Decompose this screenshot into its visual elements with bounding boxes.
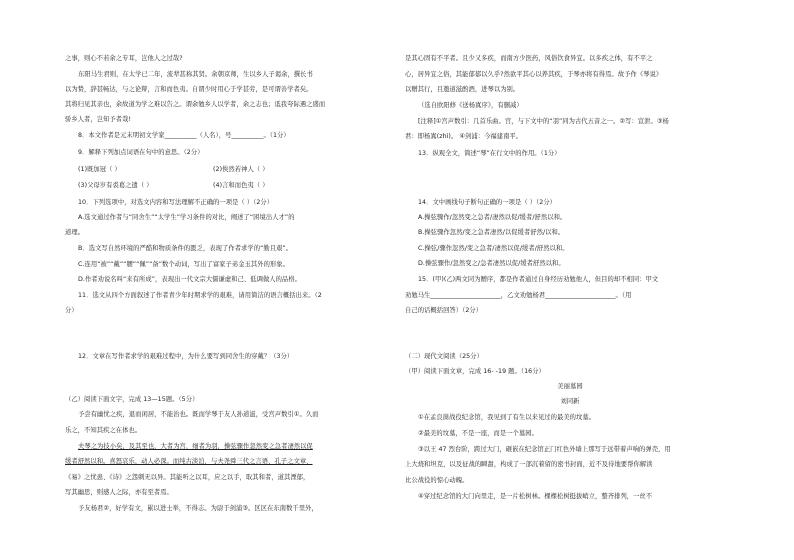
question-8: 8．本文作者是元末明初文学家__________（人名），号__________。（1分） bbox=[78, 132, 290, 139]
question-10-option-c: C.连用“被”“戴”“腰”“佩”“备”数个动词，写出了富家子弟金玉其外的形象。 bbox=[78, 261, 289, 268]
passage-line: 之事，则心不若余之专耳，岂他人之过哉? bbox=[65, 55, 183, 62]
passage-line: 心，居异宜之俗，其能郁郁以久乎?然欲平其心以养其疾，于琴亦将有得焉。故予作《琴说》 bbox=[405, 71, 663, 78]
question-10: 10．下列选项中，对选文内容和写法理解不正确的一项是（ ）（2分） bbox=[78, 199, 274, 206]
passage-line: 其将归见其亲也，余故道为学之难以告之。谓余勉乡人以学者，余之志也；诋我夸际遇之盛而 bbox=[65, 101, 326, 108]
question-9-item-1: (1)既加冠（ ） bbox=[78, 166, 121, 173]
section-yi-heading: （乙）阅读下面文字，完成 13—15题。（5分） bbox=[65, 396, 199, 403]
article-author: 刘同新 bbox=[560, 398, 580, 405]
passage-line: 予尝有幽忧之疾，退而闲居，不能治也。既而学琴于友人孙道滋，受宫声数引①。久而 bbox=[78, 411, 319, 418]
passage-line: 《易》之忧患、《诗》之怨刺无以异。其能听之以耳，应之以手，取其和者，道其湮郁， bbox=[65, 474, 310, 481]
article-paragraph: ④穿过纪念馆的大门向里走，是一片松树林。棵棵松树挺拔峭立，整齐排列，一丝不 bbox=[418, 493, 653, 500]
question-12: 12．文章在写作者求学的艰难过程中，为什么要写到同舍生的穿戴？（3分） bbox=[78, 353, 294, 360]
passage-line: 以赠其行，且邀道滋酌酒，进琴以为别。 bbox=[405, 86, 520, 93]
article-title: 美丽墓园 bbox=[557, 383, 583, 390]
question-10-option-d: D.作者劝说名叫“来有所成”，表现出一代文宗大儒谦虚和己、低调做人的品格。 bbox=[78, 276, 302, 283]
question-11-cont: 分） bbox=[65, 307, 78, 314]
passage-line: 予友杨君②，好学有文，累以进士举，不得志。为尉于剑浦③。区区在东南数千里外， bbox=[78, 505, 318, 512]
question-11: 11．选文从四个方面叙述了作者青少年时期求学的艰难，请用简洁的语言概括出来。（2 bbox=[78, 292, 322, 299]
question-15: 15．(甲)(乙)两文同为赠序，都是作者通过自身经历劝勉他人，但目的却不相同：甲文 bbox=[418, 276, 659, 283]
passage-line: 夫琴之为技小矣，及其至也，大者为宫，细者为羽，操弦骤作忽然变之急者凄然以促 bbox=[78, 443, 313, 450]
question-14-option-c: C.操弦/骤作忽然/变之急者/凄然以促/缓者/舒然以和。 bbox=[418, 245, 569, 252]
passage-line: 以为贽，辞甚畅达，与之论辩，言和而色夷。自谓少时用心于学甚劳，是可谓善学者矣。 bbox=[65, 86, 313, 93]
question-15-cont: 自己的话概括回答）（2分） bbox=[405, 307, 483, 314]
passage-line: 写其幽思，则感人之际，亦有至者焉。 bbox=[65, 489, 173, 496]
passage-source: （选自欧阳修《送杨寘序》，有删减） bbox=[418, 102, 523, 109]
annotation-line: [注释]①宫声数引：几首乐曲。宫，与下文中的“羽”同为古代五音之一。②写：宣泄。③杨 bbox=[418, 118, 669, 125]
passage-line: 乐之，不知其疾之在体也。 bbox=[65, 427, 142, 434]
question-9-item-3: (3)父母岁有裘葛之遗（ ） bbox=[78, 182, 153, 189]
article-paragraph: 比公战役的惊心动魄。 bbox=[405, 477, 469, 484]
article-paragraph: ③以王 47 烈台阶，跨过大门，砸嵌在纪念馆正门红色外墙上那写于远带着声响的弹壳，用 bbox=[418, 446, 671, 453]
annotation-line: 君：即杨寘(zhì)。 ④剑浦：今福建南平。 bbox=[405, 133, 523, 140]
question-14-option-a: A.操弦骤作/忽然变之急者/凄然以促/缓者/舒然以和。 bbox=[418, 214, 567, 221]
question-9: 9．解释下列加点词语在句中的意思。（2分） bbox=[78, 149, 204, 156]
question-9-item-4: (4)言和而色夷（ ） bbox=[213, 182, 269, 189]
passage-line: 是其心固有不平者。且少又多疾，而南方少医药，风俗饮食异宜。以多疾之体，有不平之 bbox=[405, 55, 653, 62]
question-9-item-2: (2)俟然若神人（ ） bbox=[213, 166, 269, 173]
question-14-option-d: D.操弦骤作/忽然变之/急者凄然以促/缓者舒然以和。 bbox=[418, 260, 565, 267]
passage-line: 东阳马生君则，在太学已二年，流辈甚称其贤。余朝京师，生以乡人子谒余，撰长书 bbox=[78, 71, 313, 78]
question-14: 14．文中画线句子断句正确的一项是（ ）（2分） bbox=[418, 199, 557, 206]
section-jia-heading: （甲）阅读下面文章，完成 16- -19 题。（16分） bbox=[405, 368, 545, 375]
article-paragraph: 上大烧和坦克，以及征战的瞬甜，构成了一部沉着留的密书封面，近不及待地要帮你解读 bbox=[405, 461, 653, 468]
question-13: 13．纵观全文，简述“琴”在行文中的作用。（1分） bbox=[418, 150, 561, 157]
passage-line: 缓者舒然以和。喜怒哀乐，动人必深。而纯古淡泊，与夫尧舜三代之言语、孔子之文章、 bbox=[65, 458, 313, 465]
article-paragraph: ②最美的坟墓，不是一座，而是一个墓园。 bbox=[418, 430, 538, 437]
passage-line: 骄乡人者，岂知予者哉! bbox=[65, 116, 132, 123]
question-10-option-a-cont: 道理。 bbox=[65, 229, 85, 236]
question-10-option-a: A.选文通过作者与“同舍生”“太学生”学习条件的对比，阐述了“困境出人才”的 bbox=[78, 214, 295, 221]
question-14-option-b: B.操弦骤作忽然/变之急者凄然/以促缓者舒然/以和。 bbox=[418, 229, 565, 236]
section-heading: （二）现代文阅读（25分） bbox=[405, 353, 483, 360]
question-15-cont: 劝勉马生______________________，乙文劝勉杨君______________________。（用 bbox=[405, 292, 632, 299]
question-10-option-b: B．选文写自然环境的严酷和物质条件的匮乏，表现了作者求学的“勤且艰”。 bbox=[78, 245, 293, 252]
article-paragraph: ①在孟良崮战役纪念馆，我见到了有生以来见过的最美的坟墓。 bbox=[418, 414, 596, 421]
